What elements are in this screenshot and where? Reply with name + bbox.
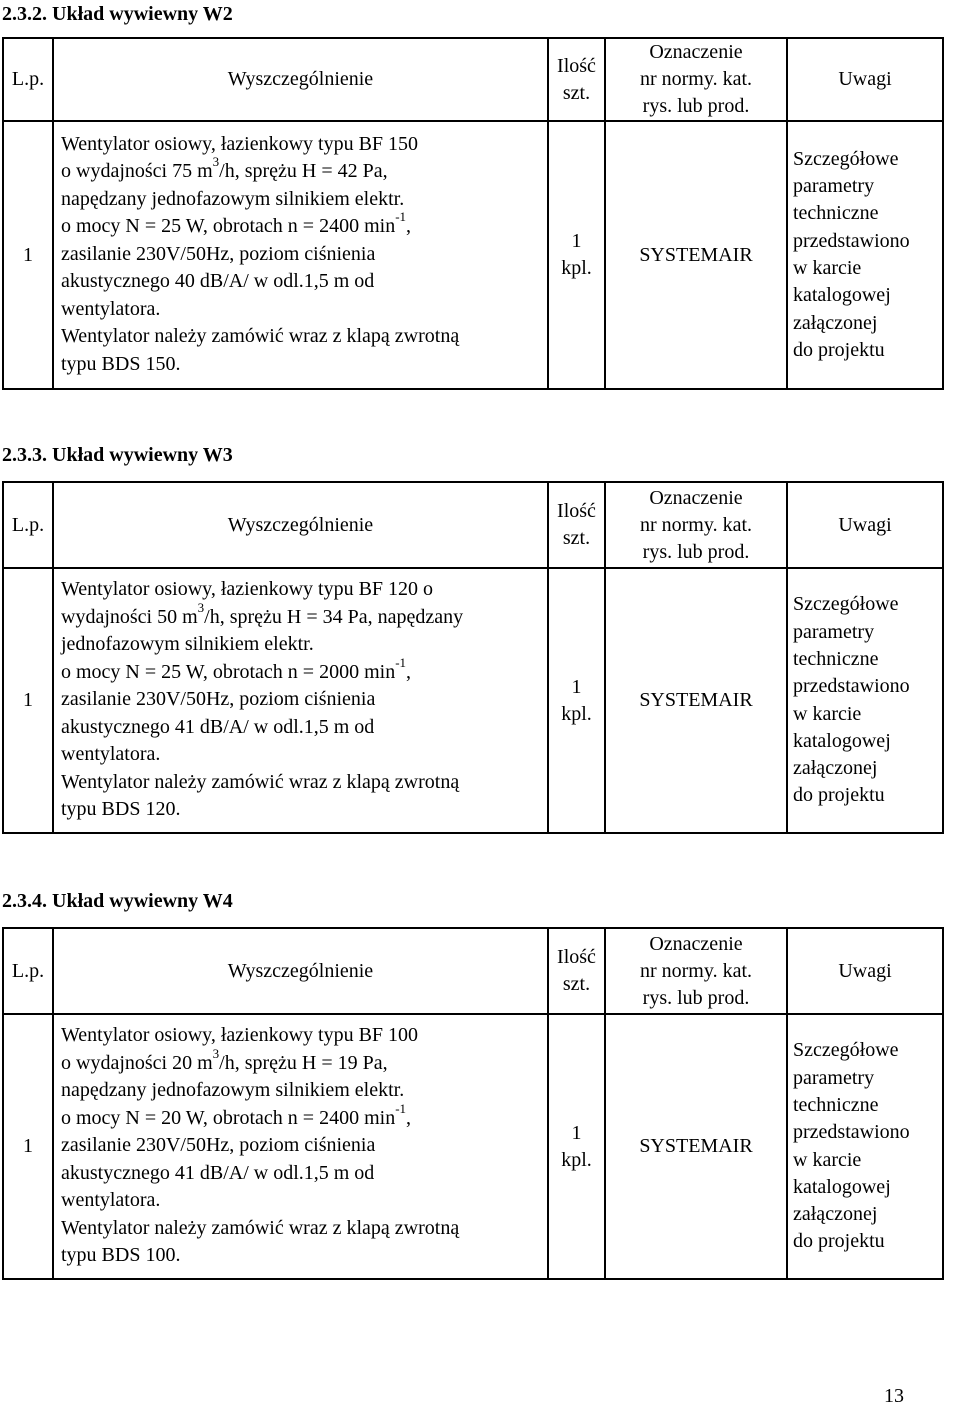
table-header-row [3,928,943,1014]
row-lp: 1 [3,1014,53,1279]
header-lp: L.p. [3,928,53,1014]
spec-table-w3 [2,481,944,834]
header-qty: Ilość szt. [548,482,605,568]
spec-table-w2 [2,37,944,390]
row-lp: 1 [3,121,53,389]
table-header-row [3,38,943,121]
header-designation: Oznaczenie nr normy. kat. rys. lub prod. [605,38,787,121]
header-desc: Wyszczególnienie [53,38,548,121]
row-description: Wentylator osiowy, łazienkowy typu BF 120 o wydajności 50 $m^3/h$, sprężu H = 34 Pa, napędzany jednofazowym silnikiem elektr. o mocy N = 25 W, obrotach n = 2000 $\min^{-1}$, zasilanie 230V/50Hz, poziom ciśnienia akustycznego 41 dB/A/ w odl.1,5 m od wentylatora. Wentylator należy zamówić wraz z klapą zwrotną typu BDS 120. [53,568,548,833]
row-qty: 1 kpl. [548,568,605,833]
header-notes: Uwagi [787,482,943,568]
row-notes: Szczegółowe parametry techniczne przedstawiono w karcie katalogowej załączonej do projektu [787,568,943,833]
row-description: Wentylator osiowy, łazienkowy typu BF 100 o wydajności 20 $m^3/h$, sprężu H = 19 Pa, napędzany jednofazowym silnikiem elektr. o mocy N = 20 W, obrotach n = 2400 $\min^{-1}$, zasilanie 230V/50Hz, poziom ciśnienia akustycznego 41 dB/A/ w odl.1,5 m od wentylatora. Wentylator należy zamówić wraz z klapą zwrotną typu BDS 100. [53,1014,548,1279]
section-heading: 2.3.2. Układ wywiewny W2 [2,3,233,25]
header-designation: Oznaczenie nr normy. kat. rys. lub prod. [605,482,787,568]
header-notes: Uwagi [787,928,943,1014]
row-qty: 1 kpl. [548,121,605,389]
header-desc: Wyszczególnienie [53,482,548,568]
table-row [3,1014,943,1279]
row-lp: 1 [3,568,53,833]
header-desc: Wyszczególnienie [53,928,548,1014]
header-qty: Ilość szt. [548,38,605,121]
row-designation: SYSTEMAIR [605,568,787,833]
header-lp: L.p. [3,38,53,121]
page-number: 13 [884,1385,904,1407]
row-designation: SYSTEMAIR [605,121,787,389]
table-row [3,568,943,833]
row-notes: Szczegółowe parametry techniczne przedstawiono w karcie katalogowej załączonej do projektu [787,121,943,389]
row-description: Wentylator osiowy, łazienkowy typu BF 150 o wydajności 75 $m^3/h$, sprężu H = 42 Pa, napędzany jednofazowym silnikiem elektr. o mocy N = 25 W, obrotach n = 2400 $\min^{-1}$, zasilanie 230V/50Hz, poziom ciśnienia akustycznego 40 dB/A/ w odl.1,5 m od wentylatora. Wentylator należy zamówić wraz z klapą zwrotną typu BDS 150. [53,121,548,389]
table-row [3,121,943,389]
spec-table-w4 [2,927,944,1280]
table-header-row [3,482,943,568]
row-qty: 1 kpl. [548,1014,605,1279]
section-heading: 2.3.4. Układ wywiewny W4 [2,890,233,912]
row-notes: Szczegółowe parametry techniczne przedstawiono w karcie katalogowej załączonej do projektu [787,1014,943,1279]
section-heading: 2.3.3. Układ wywiewny W3 [2,444,233,466]
header-lp: L.p. [3,482,53,568]
header-designation: Oznaczenie nr normy. kat. rys. lub prod. [605,928,787,1014]
header-qty: Ilość szt. [548,928,605,1014]
row-designation: SYSTEMAIR [605,1014,787,1279]
header-notes: Uwagi [787,38,943,121]
